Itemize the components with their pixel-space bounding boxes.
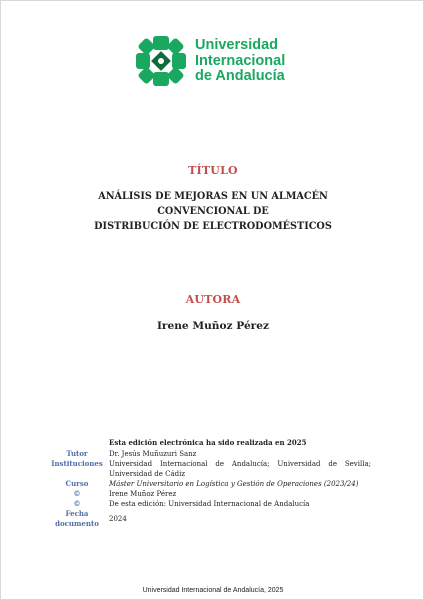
metadata-key: Fecha documento (55, 509, 99, 528)
logo-line-3: de Andalucía (195, 68, 285, 84)
logo-line-2: Internacional (195, 52, 286, 69)
uia-star-logo-icon (135, 35, 187, 87)
metadata-row-copyright-author (47, 489, 377, 499)
metadata-key: Instituciones (51, 459, 103, 468)
metadata-value: Irene Muñoz Pérez (109, 490, 177, 498)
metadata-value: 2024 (109, 515, 127, 523)
metadata-row-copyright-edition (47, 499, 377, 509)
metadata-value: Universidad Internacional de Andalucía; Universidad de Sevilla; Universidad de Cádiz (109, 460, 371, 478)
metadata-row-tutor (47, 449, 377, 459)
metadata-key: © (73, 499, 81, 508)
metadata-key: © (73, 489, 81, 498)
university-logo (135, 35, 295, 87)
metadata-value: Máster Universitario en Logística y Gestión de Operaciones (2023/24) (109, 480, 359, 488)
logo-line-1: Universidad (195, 37, 278, 53)
metadata-row-date (47, 509, 377, 529)
university-name (195, 38, 285, 85)
author-name: Irene Muñoz Pérez (156, 320, 270, 332)
title-heading: TÍTULO (188, 164, 238, 177)
edition-note: Esta edición electrónica ha sido realizada en 2025 (109, 438, 307, 447)
metadata-value: De esta edición: Universidad Internacional de Andalucía (109, 500, 310, 508)
author-heading: AUTORA (185, 293, 241, 306)
metadata-row-course (47, 479, 377, 489)
metadata-row-institutions (47, 459, 377, 479)
metadata-table (47, 449, 377, 529)
metadata-key: Tutor (66, 449, 88, 458)
document-title-line-1: ANÁLISIS DE MEJORAS EN UN ALMACÉN CONVENCIONAL DE (98, 190, 328, 217)
metadata-key: Curso (65, 479, 89, 488)
document-title-line-2: DISTRIBUCIÓN DE ELECTRODOMÉSTICOS (94, 220, 332, 232)
document-title (53, 189, 373, 234)
metadata-value: Dr. Jesús Muñuzuri Sanz (109, 450, 197, 458)
page-footer: Universidad Internacional de Andalucía, 2025 (142, 587, 284, 594)
